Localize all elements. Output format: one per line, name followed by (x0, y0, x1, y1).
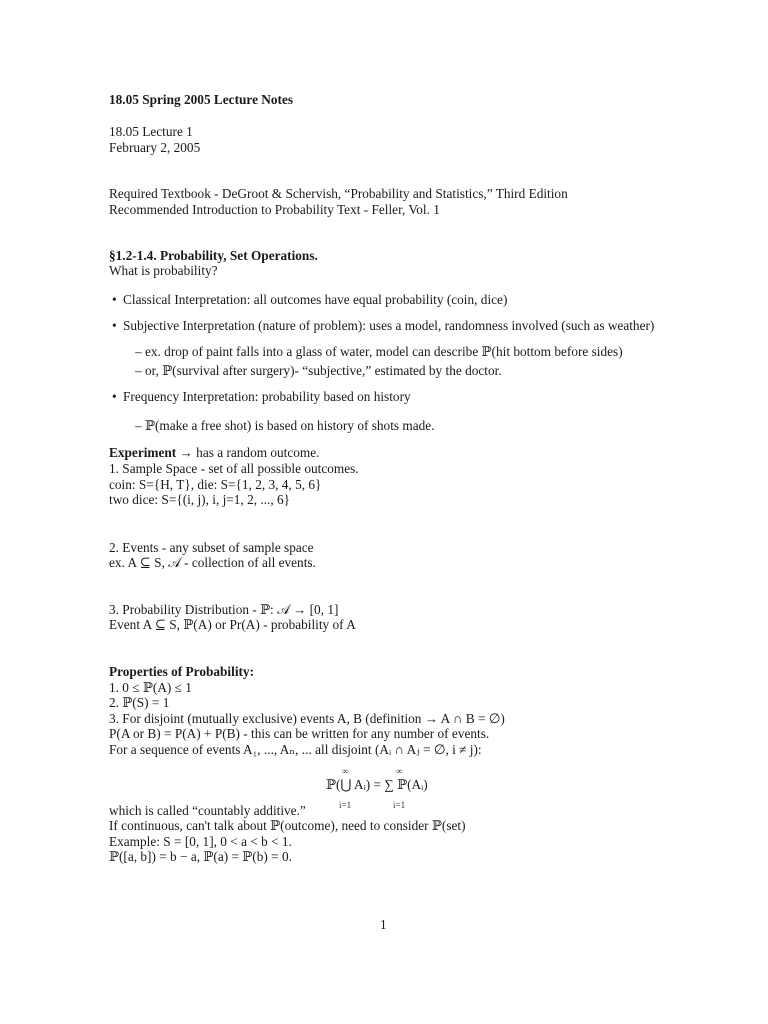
events: 2. Events - any subset of sample space (109, 540, 314, 555)
recommended-textbook: Recommended Introduction to Probability Text - Feller, Vol. 1 (109, 202, 440, 217)
sum-lower: i=1 (393, 800, 406, 810)
experiment-line (109, 445, 320, 461)
union-upper: ∞ (342, 766, 349, 776)
formula-body: ℙ(⋃ Aᵢ) = ∑ ℙ(Aᵢ) (326, 777, 428, 792)
section-heading: §1.2-1.4. Probability, Set Operations. (109, 248, 318, 263)
sum-upper: ∞ (396, 766, 403, 776)
sub-item: – ex. drop of paint falls into a glass of water, model can describe ℙ(hit bottom before sides) (135, 344, 623, 359)
coin-example: coin: S={H, T}, die: S={1, 2, 3, 4, 5, 6} (109, 477, 322, 492)
after-text: Example: S = [0, 1], 0 < a < b < 1. (109, 834, 292, 849)
sub-item: – ℙ(make a free shot) is based on history of shots made. (135, 418, 435, 433)
bullet-item (112, 389, 411, 405)
bullet-item (112, 318, 654, 334)
lecture-number: 18.05 Lecture 1 (109, 124, 193, 139)
experiment-text: → has a random outcome. (176, 445, 320, 460)
property: For a sequence of events A₁, ..., Aₙ, ... all disjoint (Aᵢ ∩ Aⱼ = ∅, i ≠ j): (109, 742, 482, 757)
sample-space: 1. Sample Space - set of all possible outcomes. (109, 461, 359, 476)
required-textbook: Required Textbook - DeGroot & Schervish, “Probability and Statistics,” Third Edition (109, 186, 568, 201)
property: 2. ℙ(S) = 1 (109, 695, 170, 710)
property: P(A or B) = P(A) + P(B) - this can be written for any number of events. (109, 726, 490, 741)
experiment-label: Experiment (109, 445, 177, 460)
properties-heading: Properties of Probability: (109, 664, 255, 679)
sub-item: – or, ℙ(survival after surgery)- “subjective,” estimated by the doctor. (135, 363, 502, 378)
union-lower: i=1 (339, 800, 352, 810)
document-title: 18.05 Spring 2005 Lecture Notes (109, 92, 294, 107)
countable-additivity-formula (326, 766, 428, 810)
question: What is probability? (109, 263, 218, 278)
property: 1. 0 ≤ ℙ(A) ≤ 1 (109, 680, 192, 695)
bullet-item (112, 292, 507, 308)
dice-example: two dice: S={(i, j), i, j=1, 2, ..., 6} (109, 492, 291, 507)
events-example: ex. A ⊆ S, 𝒜 - collection of all events. (109, 555, 316, 570)
page-number: 1 (380, 917, 387, 932)
property: 3. For disjoint (mutually exclusive) events A, B (definition → A ∩ B = ∅) (109, 711, 505, 726)
bullet-text: Subjective Interpretation (nature of problem): uses a model, randomness involved (such as weather) (123, 318, 655, 333)
bullet-text: Classical Interpretation: all outcomes have equal probability (coin, dice) (123, 292, 508, 307)
after-text: which is called “countably additive.” (109, 803, 306, 818)
distribution-event: Event A ⊆ S, ℙ(A) or Pr(A) - probability of A (109, 617, 356, 632)
lecture-date: February 2, 2005 (109, 140, 201, 155)
after-text: ℙ([a, b]) = b − a, ℙ(a) = ℙ(b) = 0. (109, 849, 292, 864)
distribution: 3. Probability Distribution - ℙ: 𝒜 → [0, 1] (109, 602, 339, 617)
bullet-text: Frequency Interpretation: probability based on history (123, 389, 411, 404)
after-text: If continuous, can't talk about ℙ(outcome), need to consider ℙ(set) (109, 818, 466, 833)
